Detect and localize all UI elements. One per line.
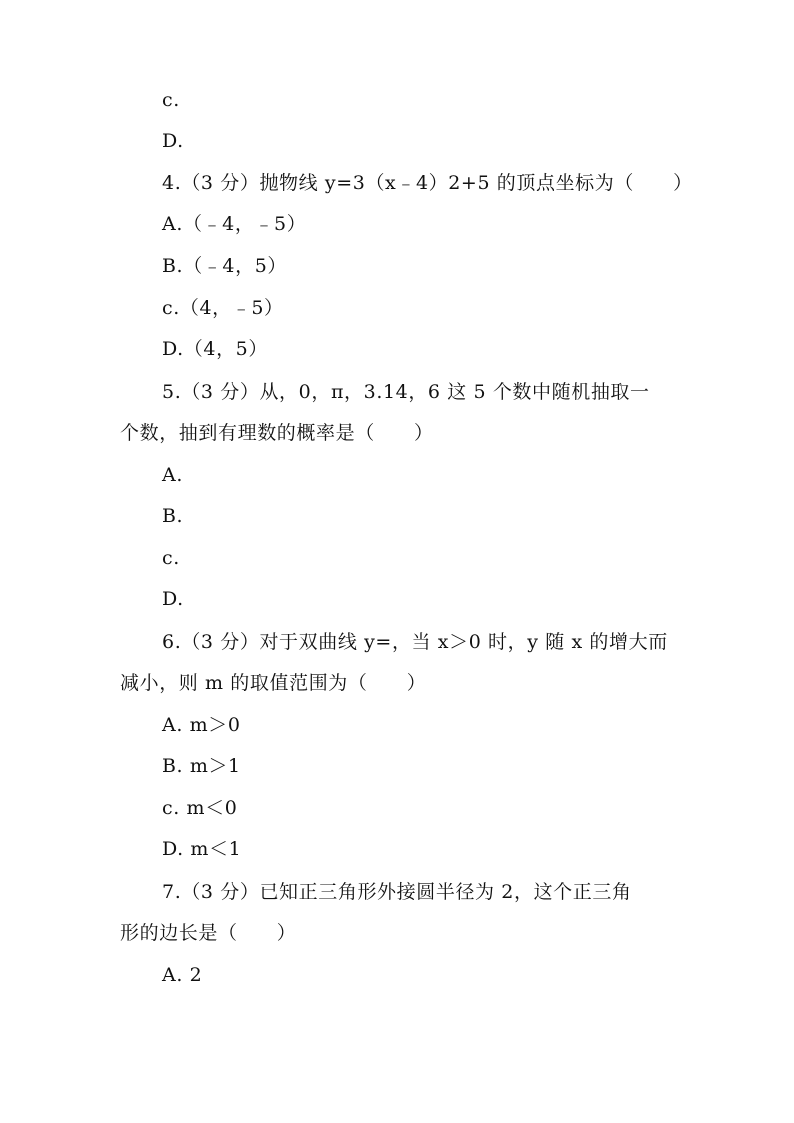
q6-option-b: B. m＞1 [162,755,241,777]
q7-option-a: A. 2 [162,964,203,986]
q5-option-c: c. [162,547,180,569]
q7-stem-line-2: 形的边长是（ ） [120,922,297,944]
q6-stem-line-1: 6.（3 分）对于双曲线 y=，当 x＞0 时，y 随 x 的增大而 [162,631,668,653]
q6-option-d: D. m＜1 [162,838,242,860]
q4-option-c: c.（4，﹣5） [162,297,284,319]
q3-option-d: D. [162,130,184,152]
q7-stem-line-1: 7.（3 分）已知正三角形外接圆半径为 2，这个正三角 [162,881,632,903]
q6-option-c: c. m＜0 [162,797,238,819]
q5-option-a: A. [162,464,183,486]
q4-stem: 4.（3 分）抛物线 y=3（x﹣4）2+5 的顶点坐标为（ ） [162,172,693,194]
q5-option-b: B. [162,505,184,527]
q4-option-b: B.（﹣4，5） [162,255,287,277]
q5-stem-line-2: 个数，抽到有理数的概率是（ ） [120,422,434,444]
q5-option-d: D. [162,588,184,610]
q6-option-a: A. m＞0 [162,714,241,736]
q3-option-c: c. [162,89,180,111]
q6-stem-line-2: 减小，则 m 的取值范围为（ ） [120,672,427,694]
q4-option-a: A.（﹣4，﹣5） [162,213,307,235]
q4-option-d: D.（4，5） [162,338,268,360]
q5-stem-line-1: 5.（3 分）从，0，π，3.14，6 这 5 个数中随机抽取一 [162,381,650,403]
